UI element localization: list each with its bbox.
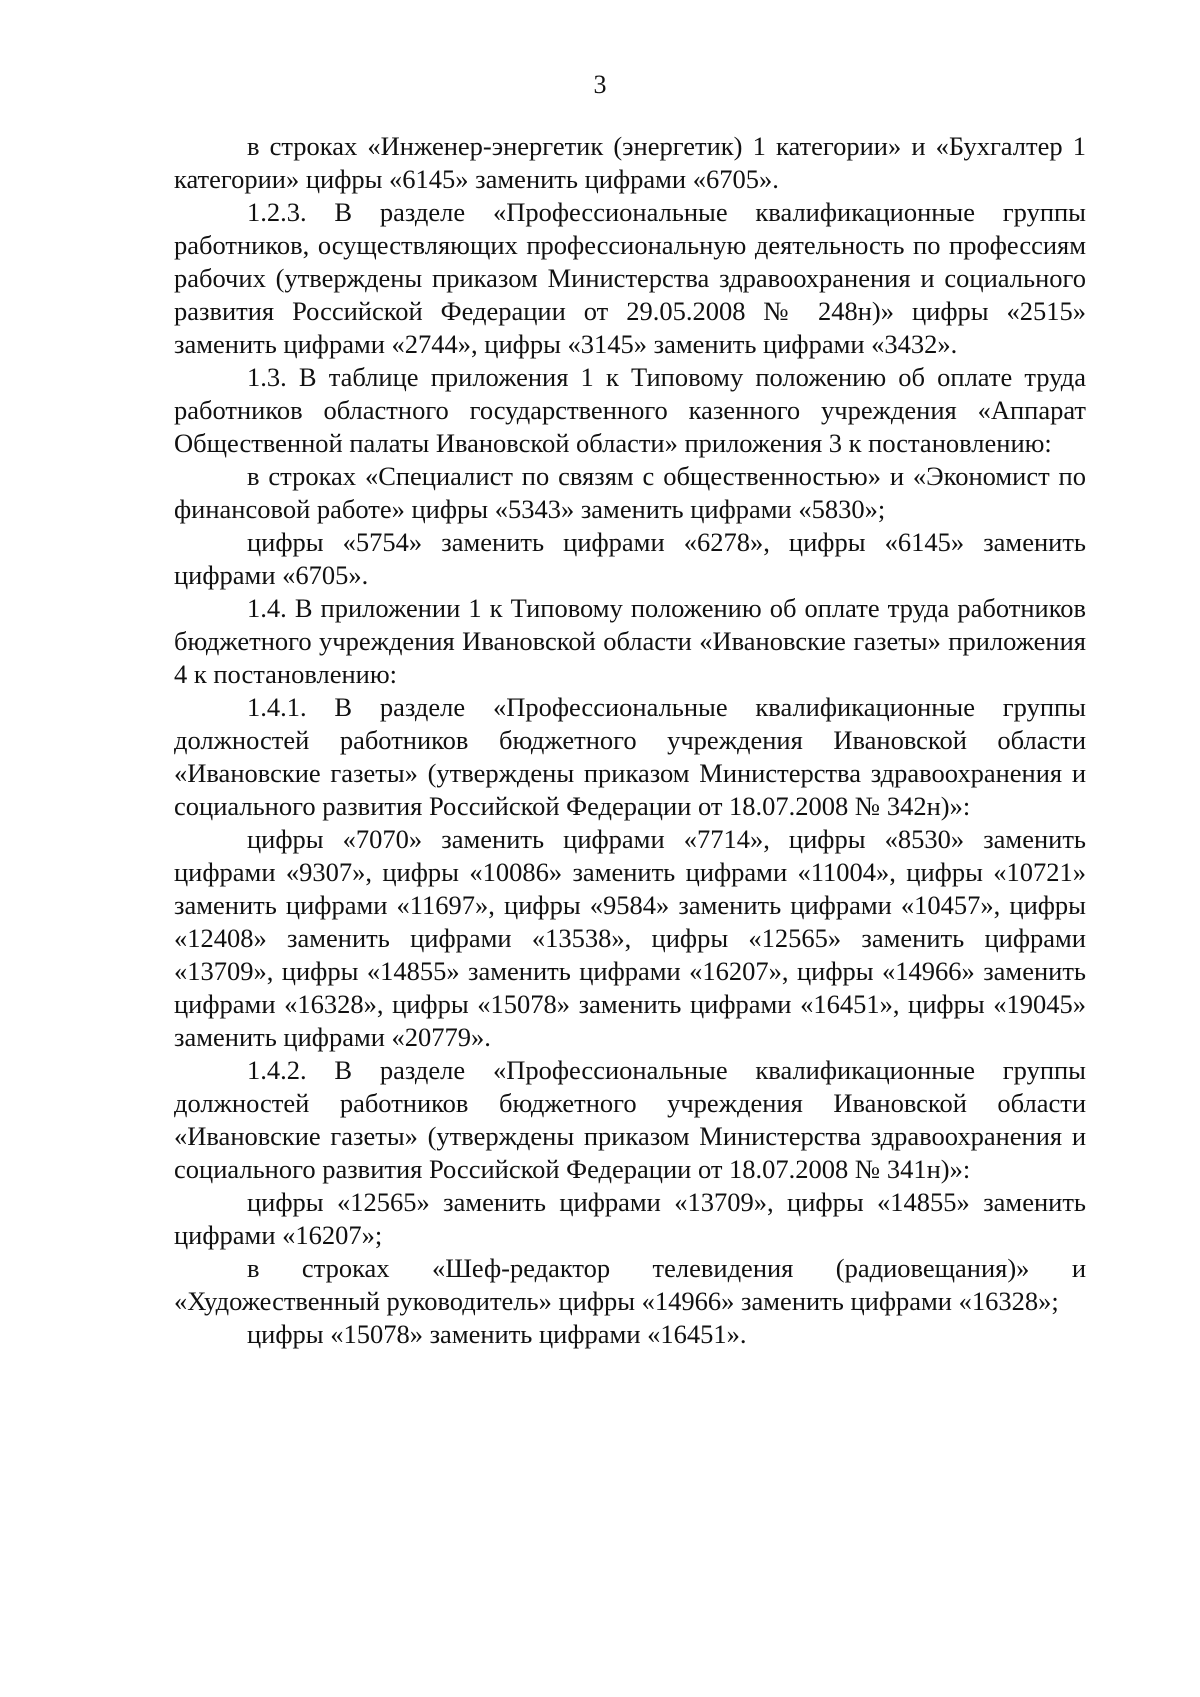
paragraph-figures-15078: цифры «15078» заменить цифрами «16451». [247, 1319, 747, 1349]
paragraph-1-4: 1.4. В приложении 1 к Типовому положению об оплате труда работников бюджетного учреждения Ивановской области «Ивановские газеты» приложения 4 к постановлению: [174, 593, 1086, 689]
paragraph-rows-specialist-economist: в строках «Специалист по связям с общественностью» и «Экономист по финансовой работе» цифры «5343» заменить цифрами «5830»; [174, 461, 1086, 524]
document-body [174, 130, 1086, 1351]
paragraph-rows-engineer-accountant: в строках «Инженер-энергетик (энергетик) 1 категории» и «Бухгалтер 1 категории» цифры «6145» заменить цифрами «6705». [174, 131, 1086, 194]
paragraph-1-3: 1.3. В таблице приложения 1 к Типовому положению об оплате труда работников областного государственного казенного учреждения «Аппарат Общественной палаты Ивановской области» приложения 3 к постановлению: [174, 362, 1086, 458]
paragraph-figures-5754: цифры «5754» заменить цифрами «6278», цифры «6145» заменить цифрами «6705». [174, 527, 1086, 590]
paragraph-figures-12565: цифры «12565» заменить цифрами «13709», цифры «14855» заменить цифрами «16207»; [174, 1187, 1086, 1250]
paragraph-1-4-2: 1.4.2. В разделе «Профессиональные квалификационные группы должностей работников бюджетного учреждения Ивановской области «Ивановские газеты» (утверждены приказом Министерства здравоохранения и социального развития Российской Федерации от 18.07.2008 № 341н)»: [174, 1055, 1086, 1184]
paragraph-rows-editor-director: в строках «Шеф-редактор телевидения (радиовещания)» и «Художественный руководитель» цифры «14966» заменить цифрами «16328»; [174, 1253, 1086, 1316]
paragraph-1-2-3: 1.2.3. В разделе «Профессиональные квалификационные группы работников, осуществляющих профессиональную деятельность по профессиям рабочих (утверждены приказом Министерства здравоохранения и социального развития Российской Федерации от 29.05.2008 № 248н)» цифры «2515» заменить цифрами «2744», цифры «3145» заменить цифрами «3432». [174, 197, 1086, 359]
paragraph-1-4-1: 1.4.1. В разделе «Профессиональные квалификационные группы должностей работников бюджетного учреждения Ивановской области «Ивановские газеты» (утверждены приказом Министерства здравоохранения и социального развития Российской Федерации от 18.07.2008 № 342н)»: [174, 692, 1086, 821]
paragraph-figures-7070: цифры «7070» заменить цифрами «7714», цифры «8530» заменить цифрами «9307», цифры «10086» заменить цифрами «11004», цифры «10721» заменить цифрами «11697», цифры «9584» заменить цифрами «10457», цифры «12408» заменить цифрами «13538», цифры «12565» заменить цифрами «13709», цифры «14855» заменить цифрами «16207», цифры «14966» заменить цифрами «16328», цифры «15078» заменить цифрами «16451», цифры «19045» заменить цифрами «20779». [174, 824, 1086, 1052]
page-number: 3 [593, 70, 607, 99]
